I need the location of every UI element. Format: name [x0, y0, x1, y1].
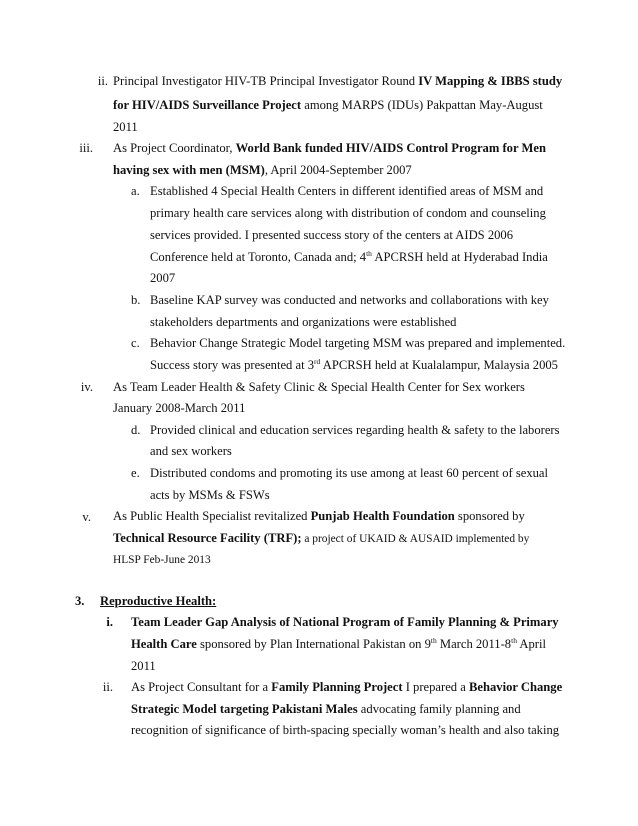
- text-line: As Project Coordinator, World Bank funded HIV/AIDS Control Program for Men: [113, 141, 546, 155]
- text-line: having sex with men (MSM), April 2004-September 2007: [113, 163, 412, 177]
- list-numeral: i.: [106, 615, 113, 629]
- text-line: Strategic Model targeting Pakistani Males advocating family planning and: [131, 702, 521, 716]
- text-line: Baseline KAP survey was conducted and networks and collaborations with key: [150, 293, 549, 307]
- text-line: As Project Consultant for a Family Planning Project I prepared a Behavior Change: [131, 680, 563, 694]
- text-line: recognition of significance of birth-spacing specially woman’s health and also taking: [131, 723, 560, 737]
- text-line: Team Leader Gap Analysis of National Program of Family Planning & Primary: [131, 615, 559, 629]
- text-line: Health Care sponsored by Plan International Pakistan on 9th March 2011-8th April: [131, 636, 546, 651]
- sub-item-letter: d.: [131, 423, 141, 437]
- text-line: stakeholders departments and organizations were established: [150, 315, 457, 329]
- section-heading: Reproductive Health:: [100, 594, 217, 608]
- text-line: Established 4 Special Health Centers in different identified areas of MSM and: [150, 184, 544, 198]
- list-numeral: iv.: [80, 380, 93, 394]
- text-line: 2007: [150, 271, 176, 285]
- text-line: 2011: [131, 659, 156, 673]
- text-line: Conference held at Toronto, Canada and; 4th APCRSH held at Hyderabad India: [150, 249, 548, 264]
- text-line: and sex workers: [150, 444, 232, 458]
- text-line: primary health care services along with distribution of condom and counseling: [150, 206, 546, 220]
- sub-item-letter: c.: [131, 336, 140, 350]
- text-line: As Team Leader Health & Safety Clinic & Special Health Center for Sex workers: [113, 380, 525, 394]
- sub-item-letter: b.: [131, 293, 141, 307]
- text-line: Provided clinical and education services regarding health & safety to the laborers: [150, 423, 560, 437]
- list-numeral: ii.: [102, 680, 113, 694]
- sub-item-letter: a.: [131, 184, 140, 198]
- section-number: 3.: [75, 594, 85, 608]
- text-line: January 2008-March 2011: [113, 401, 246, 415]
- text-line: As Public Health Specialist revitalized Punjab Health Foundation sponsored by: [113, 509, 525, 523]
- list-numeral: iii.: [79, 141, 93, 155]
- text-line: Principal Investigator HIV-TB Principal Investigator Round IV Mapping & IBBS study: [113, 74, 563, 88]
- sub-item-letter: e.: [131, 466, 140, 480]
- text-line: for HIV/AIDS Surveillance Project among MARPS (IDUs) Pakpattan May-August: [113, 98, 543, 112]
- text-line: Success story was presented at 3rd APCRSH held at Kualalampur, Malaysia 2005: [150, 357, 558, 372]
- text-line: Technical Resource Facility (TRF); a project of UKAID & AUSAID implemented by: [113, 531, 530, 545]
- text-line: Distributed condoms and promoting its use among at least 60 percent of sexual: [150, 466, 549, 480]
- text-line: services provided. I presented success story of the centers at AIDS 2006: [150, 228, 514, 242]
- text-line: acts by MSMs & FSWs: [150, 488, 270, 502]
- text-line: Behavior Change Strategic Model targeting MSM was prepared and implemented.: [150, 336, 566, 350]
- list-numeral: ii.: [97, 74, 108, 88]
- text-line: HLSP Feb-June 2013: [113, 554, 211, 566]
- text-line: 2011: [113, 120, 138, 134]
- list-numeral: v.: [82, 510, 91, 524]
